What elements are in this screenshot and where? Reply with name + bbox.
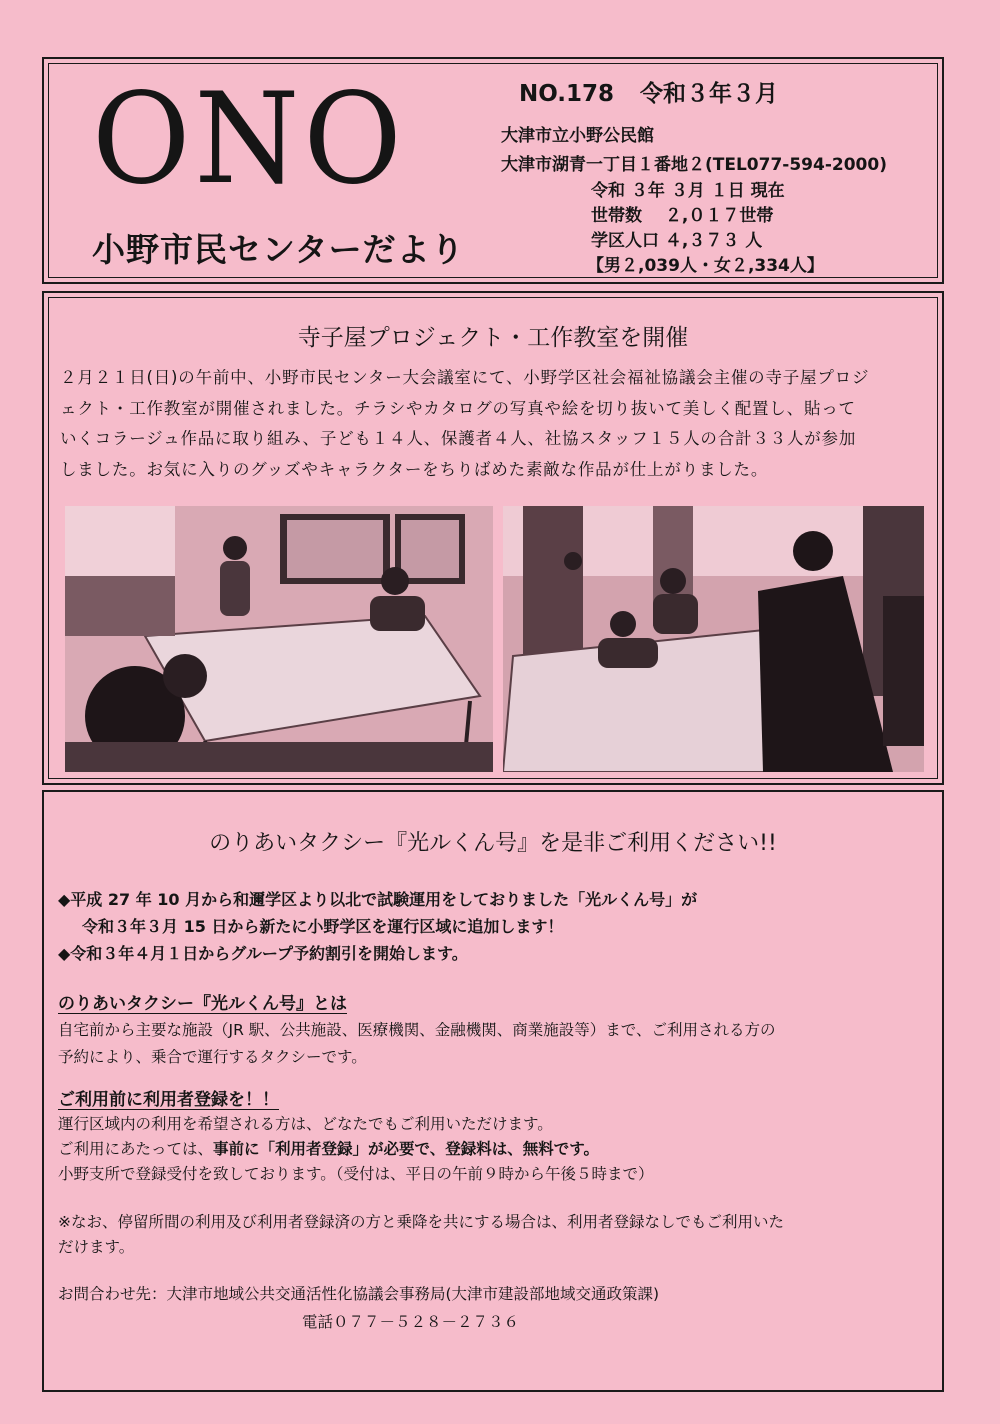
- taxi-article: [42, 790, 944, 1392]
- article-title: のりあいタクシー『光ルくん号』を是非ご利用ください!!: [209, 831, 777, 856]
- population-count: 学区人口 ４,３７３ 人: [591, 231, 763, 251]
- article-body: [60, 363, 926, 485]
- workshop-photo-2: [503, 506, 924, 772]
- registration-line-2: [58, 1137, 599, 1159]
- article-title: 寺子屋プロジェクト・工作教室を開催: [297, 325, 689, 351]
- about-line-1: 自宅前から主要な施設（JR 駅、公共施設、医療機関、金融機関、商業施設等）まで、ご利用される方の: [58, 1021, 776, 1039]
- note-line-2: だけます。: [58, 1238, 135, 1256]
- contact-phone: 電話０７７－５２８－２７３６: [302, 1313, 520, 1331]
- announcement-bullet-1-cont: 令和３年３月 15 日から新たに小野学区を運行区域に追加します！: [82, 917, 564, 936]
- newsletter-logo: ONO: [92, 66, 406, 213]
- section-heading-registration: ご利用前に利用者登録を！！: [58, 1090, 279, 1110]
- organization-name: 大津市立小野公民館: [501, 126, 654, 146]
- registration-line-2-start: ご利用にあたっては、: [58, 1140, 214, 1158]
- article-line: ２月２１日(日)の午前中、小野市民センター大会議室にて、小野学区社会福祉協議会主催の寺子屋プロジ: [60, 368, 870, 387]
- newsletter-subtitle: 小野市民センターだより: [92, 230, 465, 269]
- note-line-1: ※なお、停留所間の利用及び利用者登録済の方と乗降を共にする場合は、利用者登録なしでもご利用いた: [58, 1213, 784, 1231]
- workshop-photo-1-image: [65, 506, 493, 772]
- article-line: ェクト・工作教室が開催されました。チラシやカタログの写真や絵を切り抜いて美しく配置し、貼って: [60, 398, 856, 418]
- contact-info: お問合わせ先：大津市地域公共交通活性化協議会事務局(大津市建設部地域交通政策課): [58, 1285, 660, 1303]
- issue-number: NO.178: [519, 81, 615, 107]
- about-line-2: 予約により、乗合で運行するタクシーです。: [58, 1048, 367, 1066]
- organization-address: 大津市湖青一丁目１番地２(TEL077-594-2000): [501, 155, 887, 175]
- registration-line-1: 運行区域内の利用を希望される方は、どなたでもご利用いただけます。: [58, 1115, 553, 1133]
- registration-line-3: 小野支所で登録受付を致しております。（受付は、平日の午前９時から午後５時まで）: [58, 1165, 654, 1183]
- article-line: いくコラージュ作品に取り組み、子ども１４人、保護者４人、社協スタッフ１５人の合計３３人が参加: [60, 429, 857, 448]
- gender-breakdown: 【男２,039人・女２,334人】: [587, 256, 824, 276]
- terakoya-article: [42, 291, 944, 785]
- announcement-bullet-2: ◆令和３年４月１日からグループ予約割引を開始します。: [58, 944, 468, 963]
- issue-date: 令和３年３月: [640, 81, 779, 107]
- issue-info: [519, 75, 804, 108]
- registration-line-2-emphasis: 事前に「利用者登録」が必要で、登録料は、無料です。: [213, 1140, 599, 1158]
- workshop-photo-1: [65, 506, 493, 772]
- stats-date: 令和 ３年 ３月 １日 現在: [591, 181, 785, 201]
- article-line: しました。お気に入りのグッズやキャラクターをちりばめた素敵な作品が仕上がりました。: [60, 459, 769, 479]
- workshop-photo-2-image: [503, 506, 924, 772]
- household-count: 世帯数 ２,０１７世帯: [591, 206, 774, 226]
- announcement-bullet-1: ◆平成 27 年 10 月から和邇学区より以北で試験運用をしておりました「光ルくん号」が: [58, 890, 698, 909]
- masthead: [42, 57, 944, 284]
- section-heading-about: のりあいタクシー『光ルくん号』とは: [58, 994, 347, 1014]
